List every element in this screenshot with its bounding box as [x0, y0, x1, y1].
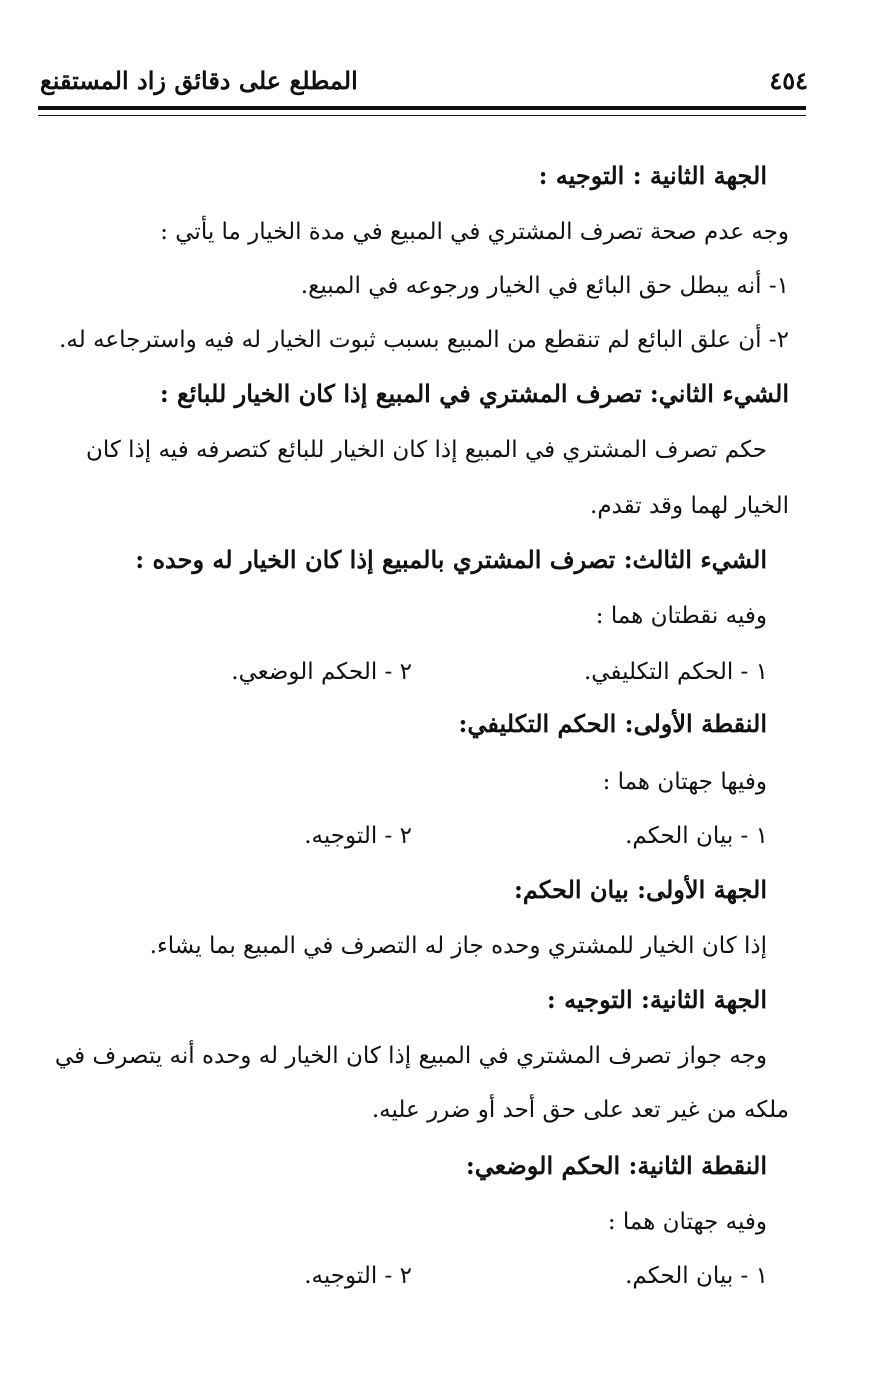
book-title: المطلع على دقائق زاد المستقنع	[40, 66, 358, 95]
section-heading: الجهة الأولى: بيان الحكم:	[513, 875, 767, 904]
section-heading: الجهة الثانية: التوجيه :	[546, 985, 767, 1014]
running-header	[40, 66, 808, 102]
section-heading: النقطة الثانية: الحكم الوضعي:	[465, 1151, 767, 1180]
list-item: ١- أنه يبطل حق البائع في الخيار ورجوعه في المبيع.	[300, 273, 789, 299]
list-item: ١ - الحكم التكليفي.	[583, 659, 768, 685]
list-item: ١ - بيان الحكم.	[625, 1263, 768, 1289]
list-item: ٢ - التوجيه.	[304, 823, 412, 849]
list-item: ٢ - التوجيه.	[304, 1263, 412, 1289]
paragraph-line: الخيار لهما وقد تقدم.	[590, 493, 789, 519]
section-heading: الشيء الثاني: تصرف المشتري في المبيع إذا كان الخيار للبائع :	[159, 379, 789, 408]
list-two-column	[160, 816, 768, 856]
page-number: ٤٥٤	[769, 66, 808, 95]
section-heading: الشيء الثالث: تصرف المشتري بالمبيع إذا كان الخيار له وحده :	[135, 545, 767, 574]
paragraph-line: وفيه نقطتان هما :	[595, 603, 767, 629]
paragraph-line: وفيه جهتان هما :	[607, 1209, 767, 1235]
paragraph-line: ملكه من غير تعد على حق أحد أو ضرر عليه.	[371, 1097, 789, 1123]
header-rule-thick	[38, 106, 806, 110]
section-heading: الجهة الثانية : التوجيه :	[538, 161, 767, 190]
paragraph-line: حكم تصرف المشتري في المبيع إذا كان الخيار للبائع كتصرفه فيه إذا كان	[85, 437, 767, 463]
list-item: ٢ - الحكم الوضعي.	[231, 659, 412, 685]
paragraph-line: وجه جواز تصرف المشتري في المبيع إذا كان الخيار له وحده أنه يتصرف في	[54, 1043, 767, 1069]
header-rule-thin	[38, 115, 806, 116]
paragraph-line: وجه عدم صحة تصرف المشتري في المبيع في مدة الخيار ما يأتي :	[160, 219, 789, 245]
list-item: ١ - بيان الحكم.	[625, 823, 768, 849]
paragraph-line: وفيها جهتان هما :	[602, 769, 767, 795]
paragraph-line: إذا كان الخيار للمشتري وحده جاز له التصرف في المبيع بما يشاء.	[149, 933, 767, 959]
list-item: ٢- أن علق البائع لم تنقطع من المبيع بسبب ثبوت الخيار له فيه واسترجاعه له.	[59, 327, 789, 353]
list-two-column	[160, 1256, 768, 1296]
list-two-column	[160, 652, 768, 692]
section-heading: النقطة الأولى: الحكم التكليفي:	[458, 709, 767, 738]
